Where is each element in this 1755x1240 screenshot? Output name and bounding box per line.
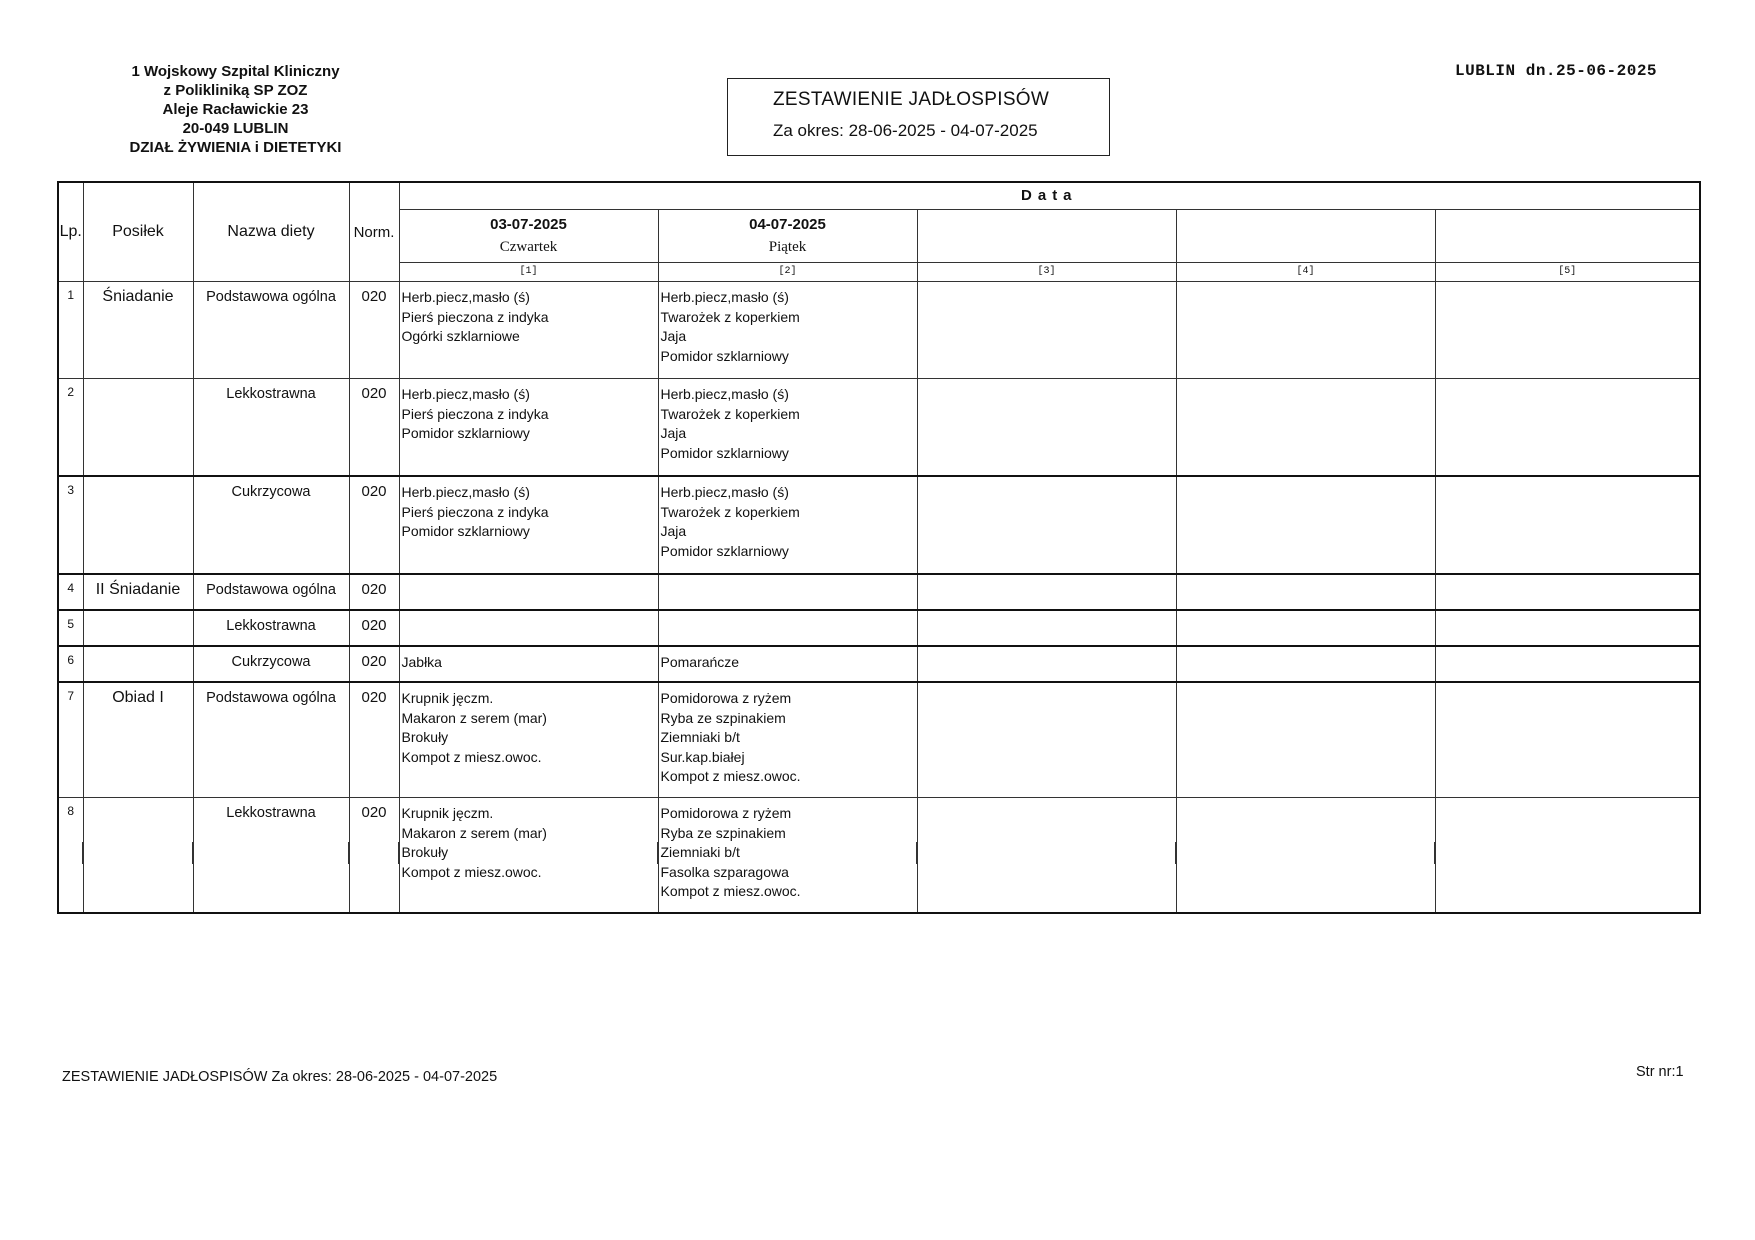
hospital-street: Aleje Racławickie 23 — [162, 101, 309, 118]
menu-cell-d2 — [658, 282, 917, 379]
menu-cell-empty — [1435, 610, 1700, 646]
document-title: ZESTAWIENIE JADŁOSPISÓW — [773, 89, 1050, 110]
column-number: [3] — [917, 263, 1176, 282]
footer-title: ZESTAWIENIE JADŁOSPISÓW Za okres: 28-06-2025 - 04-07-2025 — [62, 1069, 498, 1085]
menu-table — [57, 181, 1701, 914]
diet-name: Podstawowa ogólna — [193, 574, 349, 610]
document-title-box — [727, 78, 1110, 156]
dish-item: Kompot z miesz.owoc. — [660, 768, 801, 784]
row-number: 7 — [58, 682, 83, 798]
menu-cell-d2 — [658, 476, 917, 574]
dish-item: Pomidor szklarniowy — [401, 523, 530, 539]
day-header-4 — [1176, 210, 1435, 263]
dish-item: Herb.piecz,masło (ś) — [401, 289, 530, 305]
dish-item: Kompot z miesz.owoc. — [660, 883, 801, 899]
dish-item: Ryba ze szpinakiem — [660, 824, 786, 841]
dish-item: Brokuły — [401, 844, 449, 860]
menu-cell-d2 — [658, 682, 917, 798]
menu-cell-empty — [1176, 379, 1435, 477]
meal-name: Obiad I — [83, 682, 193, 798]
day-date: 04-07-2025 — [749, 216, 826, 233]
dish-item: Fasolka szparagowa — [660, 863, 789, 880]
menu-cell-empty — [1176, 610, 1435, 646]
norm-code: 020 — [349, 610, 399, 646]
trailing-rule — [348, 842, 349, 864]
hospital-department: DZIAŁ ŻYWIENIA i DIETETYKI — [129, 139, 342, 156]
city-date: LUBLIN dn.25-06-2025 — [1455, 62, 1658, 80]
dish-item: Jaja — [660, 425, 687, 441]
diet-name: Podstawowa ogólna — [193, 282, 349, 379]
document-period: Za okres: 28-06-2025 - 04-07-2025 — [773, 121, 1038, 140]
table-row — [58, 574, 1700, 610]
trailing-rule — [192, 842, 193, 864]
menu-cell-d1 — [399, 379, 658, 477]
dish-item: Herb.piecz,masło (ś) — [660, 484, 789, 500]
dish-item: Makaron z serem (mar) — [401, 824, 547, 841]
menu-cell-d1 — [399, 574, 658, 610]
menu-cell-empty — [1176, 282, 1435, 379]
dish-item: Kompot z miesz.owoc. — [401, 748, 542, 765]
dish-item: Herb.piecz,masło (ś) — [401, 484, 530, 500]
table-row — [58, 282, 1700, 379]
menu-cell-empty — [1176, 682, 1435, 798]
table-trailing-rules — [57, 842, 1699, 864]
dish-item: Pierś pieczona z indyka — [401, 308, 549, 325]
table-row — [58, 682, 1700, 798]
menu-cell-empty — [1176, 476, 1435, 574]
diet-name: Lekkostrawna — [193, 610, 349, 646]
menu-cell-empty — [1435, 282, 1700, 379]
dish-item: Pomidor szklarniowy — [401, 425, 530, 441]
dish-item: Kompot z miesz.owoc. — [401, 863, 542, 880]
trailing-rule — [657, 842, 658, 864]
dish-item: Pierś pieczona z indyka — [401, 405, 549, 422]
diet-name: Cukrzycowa — [193, 646, 349, 682]
norm-code: 020 — [349, 574, 399, 610]
menu-cell-empty — [1435, 646, 1700, 682]
meal-name — [83, 646, 193, 682]
day-header-2 — [658, 210, 917, 263]
col-header-norm: Norm. — [349, 182, 399, 282]
row-number: 4 — [58, 574, 83, 610]
dish-item: Pomidor szklarniowy — [660, 542, 789, 559]
menu-cell-empty — [1435, 574, 1700, 610]
menu-cell-empty — [1435, 682, 1700, 798]
dish-item: Pomidorowa z ryżem — [660, 690, 792, 706]
meal-name — [83, 476, 193, 574]
dish-item: Pomidor szklarniowy — [660, 347, 789, 364]
menu-cell-empty — [1435, 379, 1700, 477]
menu-cell-d1 — [399, 646, 658, 682]
dish-item: Ziemniaki b/t — [660, 844, 740, 860]
table-row — [58, 379, 1700, 477]
row-number: 2 — [58, 379, 83, 477]
diet-name: Lekkostrawna — [193, 798, 349, 914]
menu-cell-empty — [1176, 646, 1435, 682]
dish-item: Herb.piecz,masło (ś) — [401, 386, 530, 402]
table-row — [58, 646, 1700, 682]
meal-name: II Śniadanie — [83, 574, 193, 610]
hospital-name: 1 Wojskowy Szpital Kliniczny — [131, 63, 340, 80]
dish-item: Twarożek z koperkiem — [660, 405, 800, 422]
col-header-lp: Lp. — [58, 182, 83, 282]
dish-item: Jaja — [660, 328, 687, 344]
menu-cell-d2 — [658, 379, 917, 477]
day-name: Czwartek — [499, 239, 558, 255]
menu-cell-empty — [1176, 574, 1435, 610]
dish-item: Jabłka — [401, 654, 442, 670]
day-name: Piątek — [768, 239, 807, 255]
hospital-subname: z Polikliniką SP ZOZ — [163, 82, 308, 99]
dish-item: Ryba ze szpinakiem — [660, 709, 786, 726]
menu-cell-empty — [917, 682, 1176, 798]
day-header-5 — [1435, 210, 1700, 263]
menu-cell-empty — [917, 646, 1176, 682]
menu-cell-d1 — [399, 610, 658, 646]
row-number: 3 — [58, 476, 83, 574]
day-header-3 — [917, 210, 1176, 263]
dish-item: Krupnik jęczm. — [401, 805, 494, 821]
menu-cell-empty — [917, 379, 1176, 477]
diet-name: Lekkostrawna — [193, 379, 349, 477]
dish-item: Ogórki szklarniowe — [401, 328, 520, 344]
norm-code: 020 — [349, 646, 399, 682]
dish-item: Herb.piecz,masło (ś) — [660, 386, 789, 402]
column-number: [4] — [1176, 263, 1435, 282]
day-date: 03-07-2025 — [490, 216, 567, 233]
menu-cell-empty — [917, 610, 1176, 646]
dish-item: Pomidorowa z ryżem — [660, 805, 792, 821]
diet-name: Podstawowa ogólna — [193, 682, 349, 798]
norm-code: 020 — [349, 682, 399, 798]
trailing-rule — [1175, 842, 1176, 864]
row-number: 8 — [58, 798, 83, 914]
day-header-1 — [399, 210, 658, 263]
dish-item: Pierś pieczona z indyka — [401, 503, 549, 520]
meal-name: Śniadanie — [83, 282, 193, 379]
norm-code: 020 — [349, 798, 399, 914]
menu-cell-empty — [1435, 476, 1700, 574]
dish-item: Makaron z serem (mar) — [401, 709, 547, 726]
dish-item: Ziemniaki b/t — [660, 729, 740, 745]
trailing-rule — [1434, 842, 1435, 864]
diet-name: Cukrzycowa — [193, 476, 349, 574]
trailing-rule — [916, 842, 917, 864]
dish-item: Brokuły — [401, 729, 449, 745]
dish-item: Pomidor szklarniowy — [660, 444, 789, 461]
dish-item: Sur.kap.białej — [660, 748, 745, 765]
page-number: Str nr:1 — [1636, 1064, 1684, 1080]
column-number: [5] — [1435, 263, 1700, 282]
menu-cell-empty — [917, 282, 1176, 379]
menu-cell-d2 — [658, 646, 917, 682]
column-number: [1] — [399, 263, 658, 282]
row-number: 5 — [58, 610, 83, 646]
norm-code: 020 — [349, 476, 399, 574]
dish-item: Twarożek z koperkiem — [660, 308, 800, 325]
menu-cell-d2 — [658, 610, 917, 646]
dish-item: Herb.piecz,masło (ś) — [660, 289, 789, 305]
col-header-posilek: Posiłek — [83, 182, 193, 282]
menu-cell-empty — [917, 574, 1176, 610]
hospital-address-block — [108, 62, 363, 157]
menu-cell-empty — [917, 476, 1176, 574]
column-number: [2] — [658, 263, 917, 282]
dish-item: Pomarańcze — [660, 654, 740, 670]
dish-item: Jaja — [660, 523, 687, 539]
norm-code: 020 — [349, 282, 399, 379]
meal-name — [83, 610, 193, 646]
dish-item: Twarożek z koperkiem — [660, 503, 800, 520]
hospital-city: 20-049 LUBLIN — [182, 120, 289, 137]
row-number: 6 — [58, 646, 83, 682]
table-row — [58, 610, 1700, 646]
trailing-rule — [82, 842, 83, 864]
menu-cell-d1 — [399, 476, 658, 574]
norm-code: 020 — [349, 379, 399, 477]
meal-name — [83, 379, 193, 477]
trailing-rule — [398, 842, 399, 864]
col-header-dieta: Nazwa diety — [193, 182, 349, 282]
menu-cell-d1 — [399, 682, 658, 798]
table-row — [58, 476, 1700, 574]
col-header-data: Data — [399, 182, 1700, 210]
dish-item: Krupnik jęczm. — [401, 690, 494, 706]
row-number: 1 — [58, 282, 83, 379]
menu-cell-d2 — [658, 574, 917, 610]
menu-cell-d1 — [399, 282, 658, 379]
